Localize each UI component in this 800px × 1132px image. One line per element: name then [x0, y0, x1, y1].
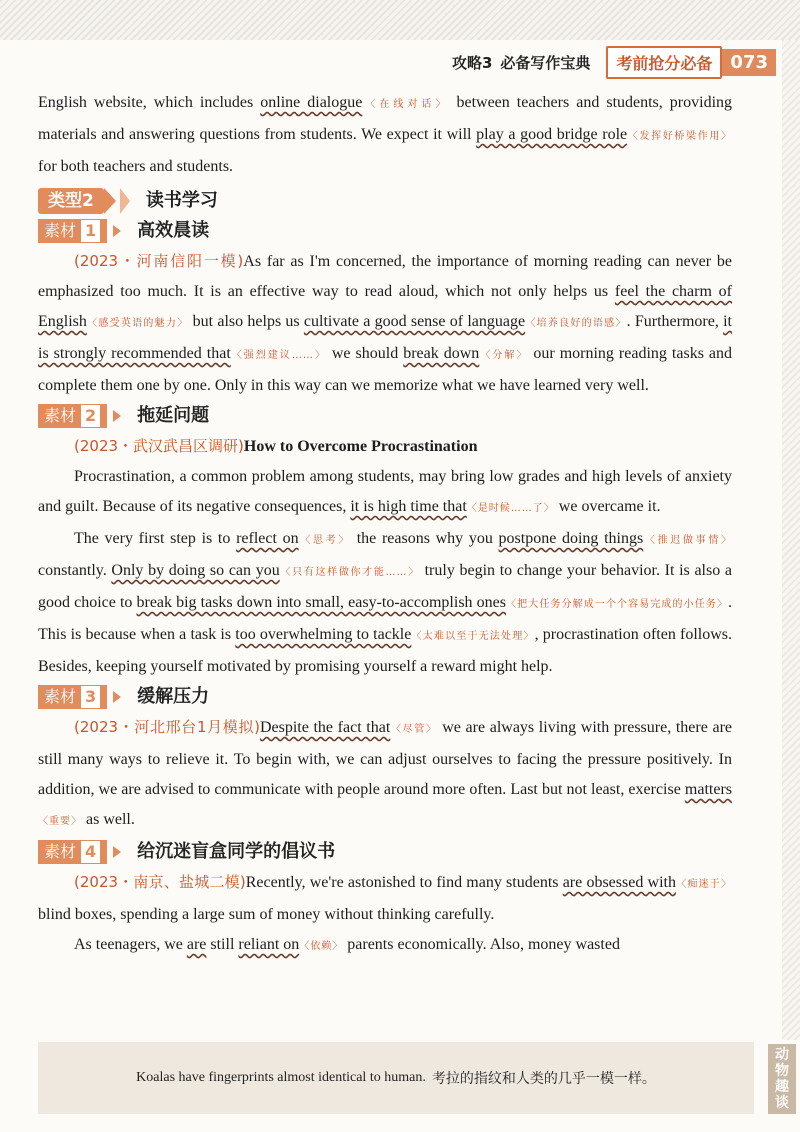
key-phrase: break down — [403, 345, 480, 362]
text: our morning reading tasks and complete them one by one. Only in this way can we memorize what we have learned very well. — [38, 345, 733, 394]
text: blind boxes, spending a large sum of money without thinking carefully. — [38, 906, 495, 923]
key-phrase: are — [186, 936, 207, 953]
text: Recently, we're astonished to find many students — [245, 874, 563, 891]
material-paragraph — [38, 712, 732, 837]
material-paragraph — [38, 930, 732, 962]
phrase-note: 〈是时候……了〉 — [466, 503, 555, 514]
key-phrase: feel the charm of English — [38, 283, 733, 330]
arrow-icon — [120, 188, 130, 214]
material-heading — [38, 216, 732, 246]
source-tag: (2023・南京、盐城二模) — [74, 873, 246, 891]
key-phrase: it is strongly recommended that — [38, 313, 732, 362]
material-number: 4 — [80, 840, 101, 864]
material-label-text: 素材 — [44, 842, 77, 861]
material-label — [38, 840, 107, 864]
phrase-note: 〈尽管〉 — [390, 724, 438, 735]
material-label — [38, 404, 107, 428]
material-paragraph — [38, 462, 732, 524]
key-phrase: Despite the fact that — [259, 719, 391, 736]
text: . Furthermore, — [626, 313, 724, 330]
header-section: 必备写作宝典 — [500, 53, 591, 72]
phrase-note: 〈把大任务分解成一个个容易完成的小任务〉 — [505, 599, 729, 610]
text: we are always living with pressure, there are still many ways to relieve it. To begin with, we can adjust ourselves to facing the pressure positively. In addition, we are advised to communicate with people around more often. Last but not least, exercise — [38, 719, 733, 798]
text: we overcame it. — [554, 498, 661, 515]
essay-heading — [38, 431, 732, 462]
text: , procrastination often follows. Besides, keeping yourself motivated by promising yourself a reward might help. — [38, 626, 732, 675]
material-heading — [38, 401, 732, 431]
source-tag: (2023・河南信阳一模) — [74, 252, 244, 270]
triangle-icon — [113, 225, 121, 237]
key-phrase: too overwhelming to tackle — [235, 626, 412, 643]
phrase-note: 〈培养良好的语感〉 — [525, 318, 627, 329]
text: still — [206, 936, 239, 953]
material-label — [38, 219, 107, 243]
phrase-note: 〈太难以至于无法处理〉 — [411, 631, 535, 642]
material-title: 拖延问题 — [137, 405, 210, 426]
triangle-icon — [113, 410, 121, 422]
text: English website, which includes — [38, 94, 261, 111]
phrase-note: 〈在线对话〉 — [362, 99, 450, 110]
key-phrase: reliant on — [238, 936, 300, 953]
fun-fact-en: Koalas have fingerprints almost identical to human. — [136, 1070, 426, 1085]
material-title: 缓解压力 — [137, 686, 210, 707]
phrase-note: 〈思考〉 — [298, 535, 352, 546]
material-title: 给沉迷盲盒同学的倡议书 — [137, 841, 336, 862]
top-border — [0, 0, 800, 40]
key-phrase: are obsessed with — [562, 874, 676, 891]
key-phrase: postpone doing things — [498, 530, 644, 547]
phrase-note: 〈强烈建议……〉 — [230, 350, 327, 361]
triangle-icon — [113, 691, 121, 703]
material-label-text: 素材 — [44, 221, 77, 240]
material-paragraph — [38, 867, 732, 930]
header-badge: 考前抢分必备 — [606, 46, 722, 79]
key-phrase: break big tasks down into small, easy-to-accomplish ones — [136, 594, 506, 611]
phrase-note: 〈重要〉 — [38, 816, 82, 827]
text: truly begin to change your behavior. It is also a good choice to — [38, 562, 733, 611]
key-phrase: matters — [684, 781, 732, 798]
source-tag: (2023・河北邢台1月模拟) — [74, 718, 260, 736]
text: as well. — [82, 811, 135, 828]
header-guide: 攻略3 — [451, 53, 493, 72]
text: we should — [326, 345, 404, 362]
page-number: 073 — [722, 49, 776, 76]
source-tag: (2023・武汉武昌区调研) — [74, 437, 244, 455]
phrase-note: 〈依赖〉 — [299, 941, 344, 952]
material-heading — [38, 682, 732, 712]
material-label — [38, 685, 107, 709]
material-paragraph — [38, 524, 732, 682]
text: Procrastination, a common problem among students, may bring low grades and high levels of anxiety and guilt. Because of its negative consequences, — [38, 468, 732, 515]
text: As teenagers, we — [74, 936, 187, 953]
arrow-icon — [104, 188, 116, 214]
type-label: 类型2 — [38, 188, 104, 214]
material-label-text: 素材 — [44, 687, 77, 706]
side-border — [782, 40, 800, 1040]
material-number: 3 — [80, 685, 101, 709]
phrase-note: 〈只有这样做你才能……〉 — [279, 567, 420, 578]
essay-title: How to Overcome Procrastination — [243, 438, 478, 455]
key-phrase: it is high time that — [350, 498, 467, 515]
side-tab: 动 物 趣 谈 — [768, 1044, 796, 1114]
phrase-note: 〈痴迷于〉 — [675, 879, 733, 890]
key-phrase: cultivate a good sense of language — [303, 313, 526, 330]
intro-paragraph — [38, 88, 732, 182]
text: for both teachers and students. — [38, 158, 234, 175]
key-phrase: Only by doing so can you — [111, 562, 280, 579]
text: parents economically. Also, money wasted — [343, 936, 620, 953]
text: the reasons why you — [351, 530, 499, 547]
text: . This is because when a task is — [38, 594, 733, 643]
text: but also helps us — [188, 313, 304, 330]
phrase-note: 〈推迟做事情〉 — [643, 535, 733, 546]
type-title: 读书学习 — [145, 190, 218, 211]
text: As far as I'm concerned, the importance of morning reading can never be emphasized too much. It is an effective way to read aloud, which not only helps us — [38, 253, 732, 300]
material-number: 2 — [80, 404, 101, 428]
material-label-text: 素材 — [44, 406, 77, 425]
material-paragraph — [38, 246, 732, 401]
material-number: 1 — [80, 219, 101, 243]
fun-fact-cn: 考拉的指纹和人类的几乎一模一样。 — [431, 1071, 656, 1087]
key-phrase: play a good bridge role — [476, 126, 628, 143]
text: between teachers and students, providing materials and answering questions from students. We expect it will — [38, 94, 733, 143]
phrase-note: 〈分解〉 — [479, 350, 529, 361]
text: The very first step is to — [74, 530, 237, 547]
key-phrase: reflect on — [236, 530, 299, 547]
phrase-note: 〈发挥好桥梁作用〉 — [627, 131, 733, 142]
triangle-icon — [113, 846, 121, 858]
text: constantly. — [38, 562, 112, 579]
material-title: 高效晨读 — [137, 220, 210, 241]
phrase-note: 〈感受英语的魅力〉 — [86, 318, 189, 329]
material-heading — [38, 837, 732, 867]
page-header — [452, 46, 776, 78]
key-phrase: online dialogue — [260, 94, 363, 111]
type-heading — [38, 186, 732, 216]
fun-fact-footer — [38, 1042, 754, 1114]
page-content — [38, 88, 732, 962]
